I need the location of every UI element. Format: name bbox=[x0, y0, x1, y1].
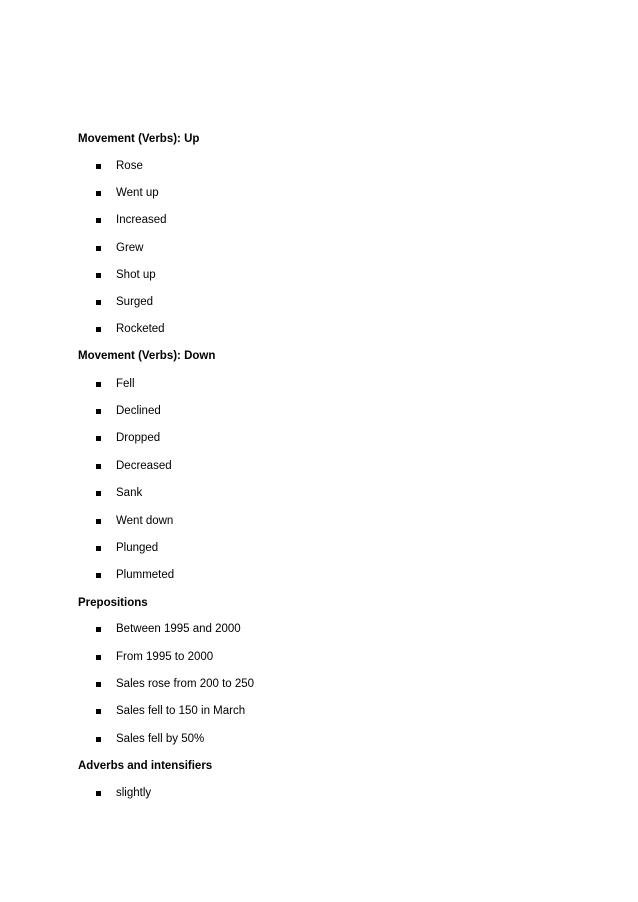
square-bullet-icon bbox=[96, 627, 101, 632]
square-bullet-icon bbox=[96, 327, 101, 332]
section-heading-movement-up: Movement (Verbs): Up bbox=[78, 133, 200, 145]
square-bullet-icon bbox=[96, 382, 101, 387]
square-bullet-icon bbox=[96, 409, 101, 414]
square-bullet-icon bbox=[96, 436, 101, 441]
square-bullet-icon bbox=[96, 737, 101, 742]
section-heading-adverbs: Adverbs and intensifiers bbox=[78, 760, 213, 772]
square-bullet-icon bbox=[96, 300, 101, 305]
section-heading-prepositions: Prepositions bbox=[78, 597, 148, 609]
square-bullet-icon bbox=[96, 546, 101, 551]
square-bullet-icon bbox=[96, 273, 101, 278]
square-bullet-icon bbox=[96, 655, 101, 660]
square-bullet-icon bbox=[96, 491, 101, 496]
document-page: Movement (Verbs): Up Rose Went up Increased Grew Shot up Surged Rocketed Movement (Verbs): Down Fell Declined Dropped Decreased Sank Went down Plunged Plummeted Prepositions Between 1995 and 2000 From 1995 to 2000 Sales rose from 200 to 250 Sales fell to 150 in March Sales fell by 50% Adverbs and intensifiers slightly bbox=[0, 0, 638, 902]
square-bullet-icon bbox=[96, 519, 101, 524]
square-bullet-icon bbox=[96, 573, 101, 578]
square-bullet-icon bbox=[96, 682, 101, 687]
square-bullet-icon bbox=[96, 218, 101, 223]
square-bullet-icon bbox=[96, 709, 101, 714]
square-bullet-icon bbox=[96, 191, 101, 196]
square-bullet-icon bbox=[96, 791, 101, 796]
square-bullet-icon bbox=[96, 464, 101, 469]
square-bullet-icon bbox=[96, 246, 101, 251]
square-bullet-icon bbox=[96, 164, 101, 169]
section-heading-movement-down: Movement (Verbs): Down bbox=[78, 350, 216, 362]
